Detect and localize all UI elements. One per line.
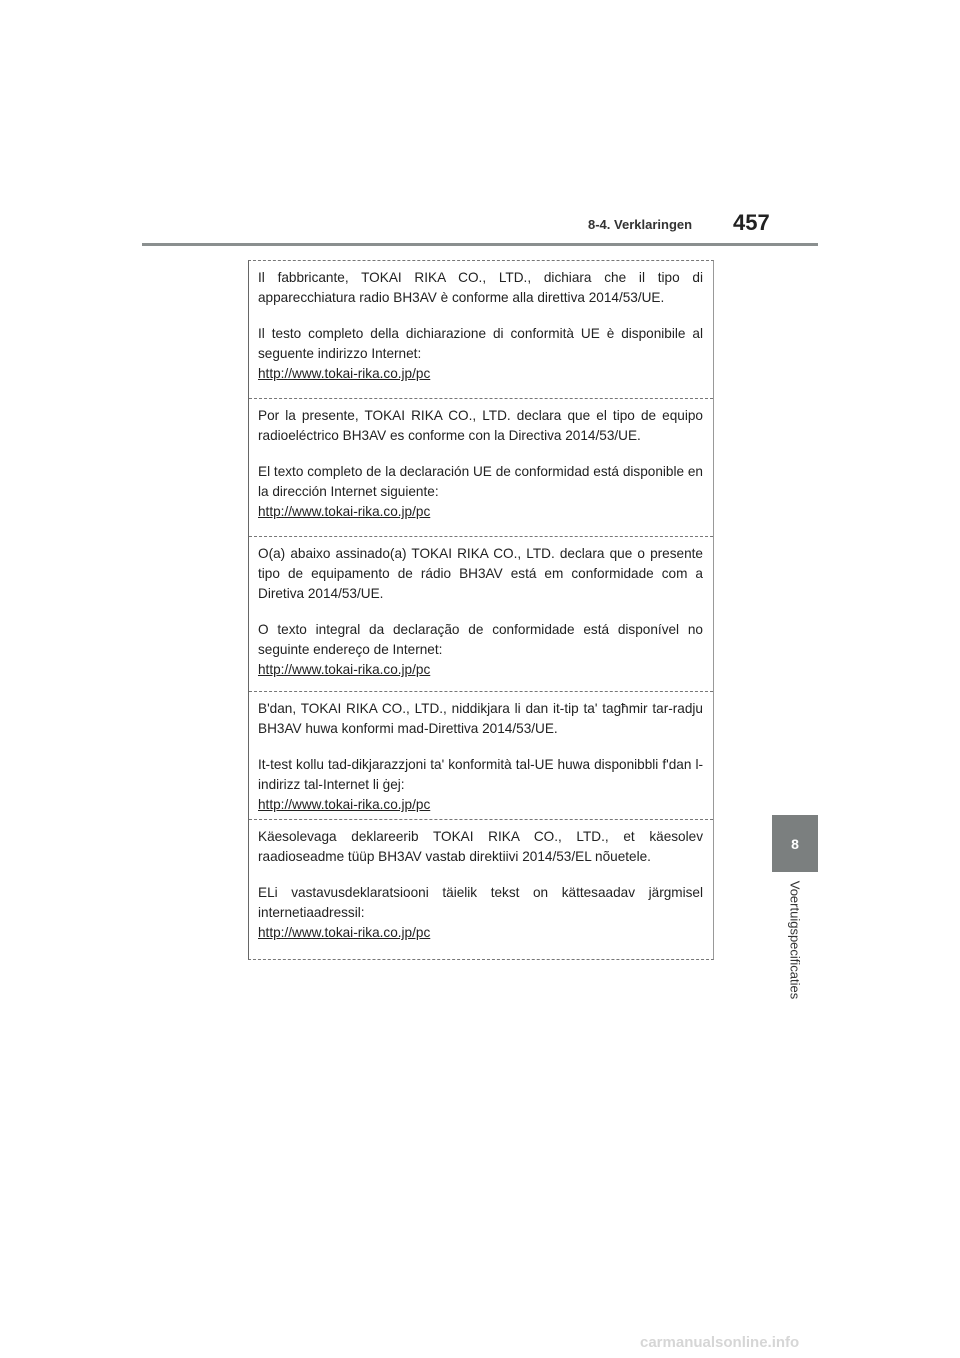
declaration-availability — [258, 620, 703, 680]
page-number: 457 — [733, 210, 770, 235]
declaration-link[interactable]: http://www.tokai-rika.co.jp/pc — [258, 366, 431, 381]
declaration-statement: B'dan, TOKAI RIKA CO., LTD., niddikjara li dan it-tip ta' tagħmir tar-radju BH3AV huwa konformi mad-Direttiva 2014/53/UE. — [258, 701, 703, 736]
declaration-availability — [258, 462, 703, 522]
section-title: 8-4. Verklaringen — [588, 217, 693, 232]
declaration-maltese — [249, 691, 713, 819]
availability-text: El texto completo de la declaración UE de conformidad está disponible en la dirección Internet siguiente: — [258, 464, 703, 499]
watermark: carmanualsonline.info — [640, 1334, 800, 1351]
declaration-portuguese — [249, 536, 713, 691]
chapter-tab[interactable] — [772, 815, 818, 872]
header-divider — [142, 243, 818, 246]
declaration-availability — [258, 324, 703, 384]
declaration-estonian — [249, 819, 713, 959]
availability-text: Il testo completo della dichiarazione di conformità UE è disponibile al seguente indirizzo Internet: — [258, 326, 703, 361]
declaration-spanish — [249, 398, 713, 536]
declaration-statement: O(a) abaixo assinado(a) TOKAI RIKA CO., LTD. declara que o presente tipo de equipamento de rádio BH3AV está em conformidade com a Diretiva 2014/53/UE. — [258, 546, 703, 601]
declaration-statement: Il fabbricante, TOKAI RIKA CO., LTD., dichiara che il tipo di apparecchiatura radio BH3AV è conforme alla direttiva 2014/53/UE. — [258, 270, 703, 305]
declaration-availability — [258, 755, 703, 815]
declaration-statement: Por la presente, TOKAI RIKA CO., LTD. declara que el tipo de equipo radioeléctrico BH3AV es conforme con la Directiva 2014/53/UE. — [258, 408, 703, 443]
declaration-box — [248, 260, 714, 960]
availability-text: ELi vastavusdeklaratsiooni täielik tekst on kättesaadav järgmisel internetiaadressil: — [258, 885, 703, 920]
declaration-link[interactable]: http://www.tokai-rika.co.jp/pc — [258, 504, 431, 519]
declaration-statement: Käesolevaga deklareerib TOKAI RIKA CO., LTD., et käesolev raadioseadme tüüp BH3AV vastab direktiivi 2014/53/EL nõuetele. — [258, 829, 703, 864]
declaration-link[interactable]: http://www.tokai-rika.co.jp/pc — [258, 662, 431, 677]
declaration-link[interactable]: http://www.tokai-rika.co.jp/pc — [258, 797, 431, 812]
availability-text: O texto integral da declaração de conformidade está disponível no seguinte endereço de Internet: — [258, 622, 703, 657]
chapter-number: 8 — [791, 835, 799, 852]
chapter-label: Voertuigspecificaties — [787, 880, 803, 1000]
declaration-availability — [258, 883, 703, 943]
declaration-link[interactable]: http://www.tokai-rika.co.jp/pc — [258, 925, 431, 940]
declaration-italian — [249, 261, 713, 398]
availability-text: It-test kollu tad-dikjarazzjoni ta' konformità tal-UE huwa disponibbli f'dan l-indirizz tal-Internet li ġej: — [258, 757, 703, 792]
